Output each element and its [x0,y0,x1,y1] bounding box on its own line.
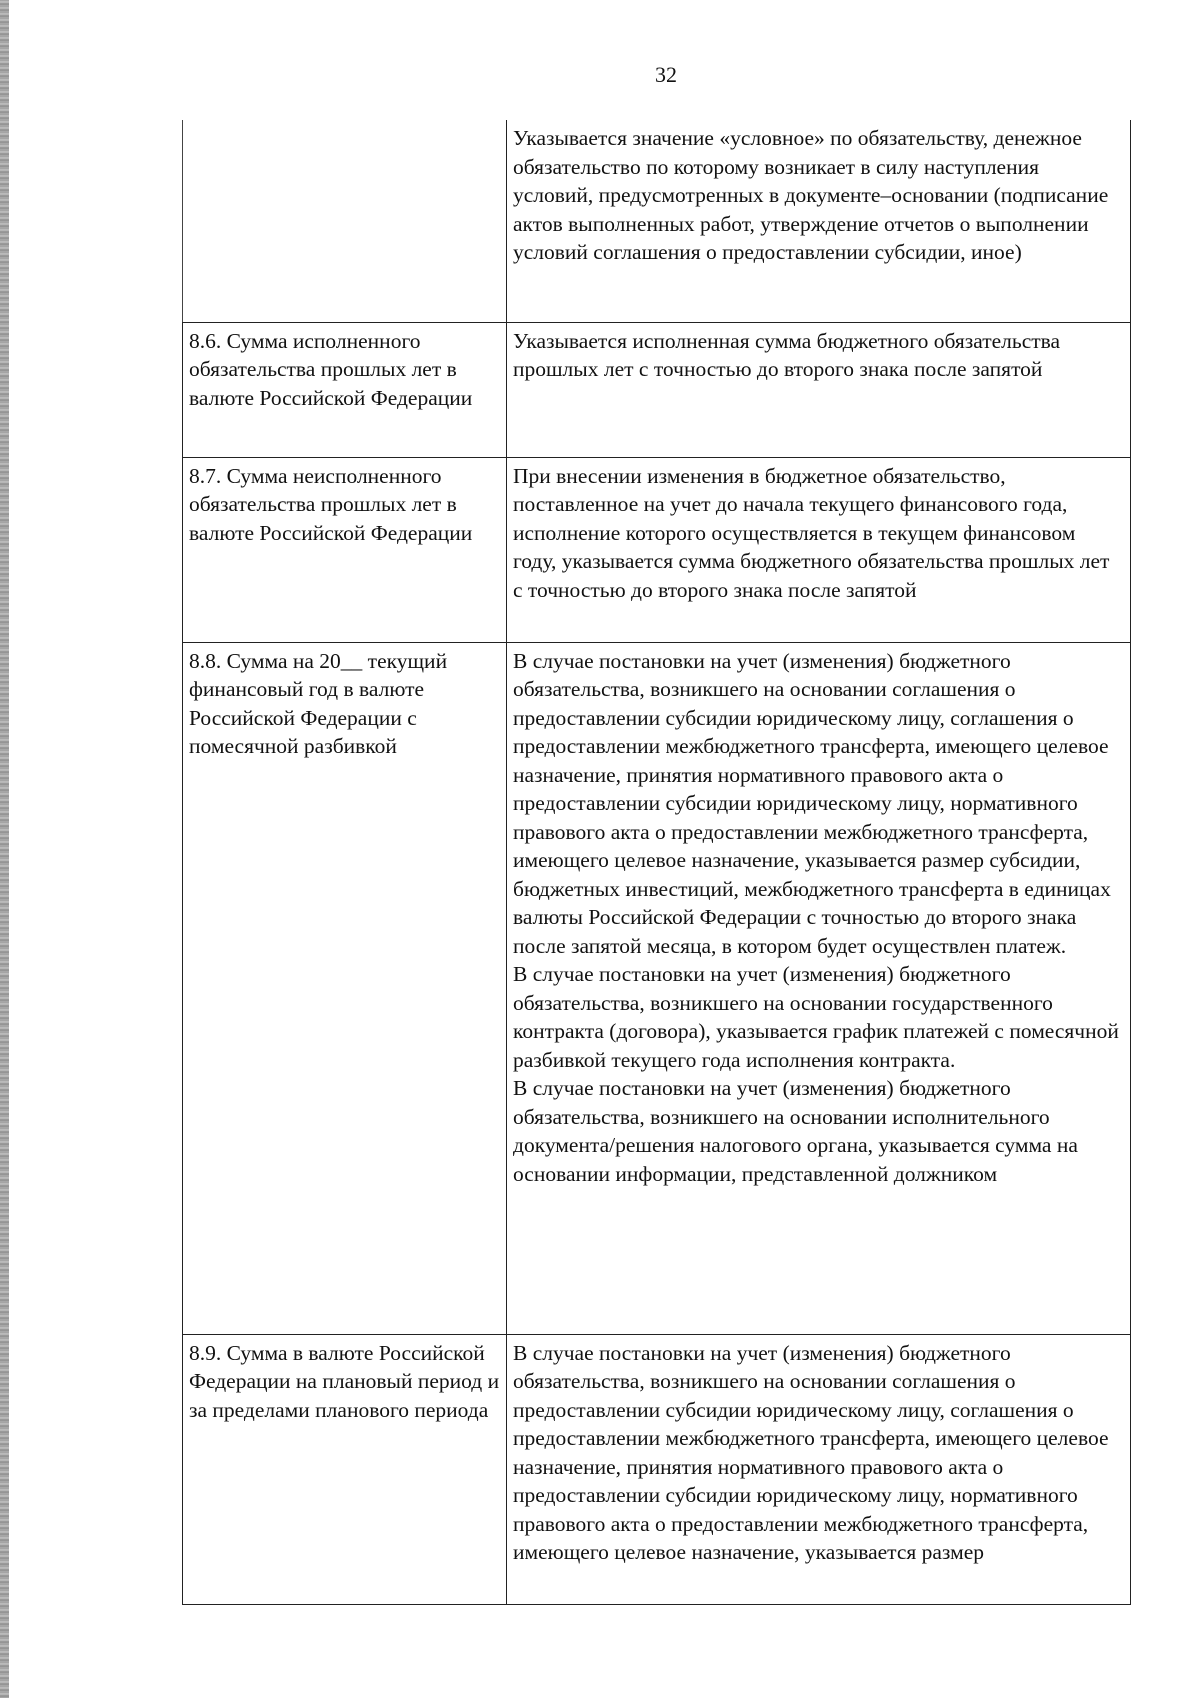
field-cell [183,120,507,322]
field-cell: 8.7. Сумма неисполненного обязательства прошлых лет в валюте Российской Федерации [183,457,507,642]
description-cell [507,642,1131,1334]
table-row [183,457,1131,642]
field-cell: 8.9. Сумма в валюте Российской Федерации на плановый период и за пределами планового периода [183,1334,507,1604]
description-paragraph: Указывается исполненная сумма бюджетного обязательства прошлых лет с точностью до второго знака после запятой [513,328,1061,381]
description-paragraph: В случае постановки на учет (изменения) бюджетного обязательства, возникшего на основании исполнительного документа/решения налогового органа, указывается сумма на основании информации, представленной должником [513,1076,1078,1186]
scan-edge [0,0,9,1698]
description-cell [507,457,1131,642]
field-cell: 8.8. Сумма на 20__ текущий финансовый год в валюте Российской Федерации с помесячной разбивкой [183,642,507,1334]
table-row [183,120,1131,322]
description-paragraph: В случае постановки на учет (изменения) бюджетного обязательства, возникшего на основании соглашения о предоставлении субсидии юридическому лицу, соглашения о предоставлении межбюджетного трансферта, имеющего целевое назначение, принятия нормативного правового акта о предоставлении субсидии юридическому лицу, нормативного правового акта о предоставлении межбюджетного трансферта, имеющего целевое назначение, указывается размер [513,1340,1109,1564]
description-paragraph: В случае постановки на учет (изменения) бюджетного обязательства, возникшего на основании государственного контракта (договора), указывается график платежей с помесячной разбивкой текущего года исполнения контракта. [513,962,1119,1072]
requirements-table [182,120,1131,1605]
description-paragraph: В случае постановки на учет (изменения) бюджетного обязательства, возникшего на основании соглашения о предоставлении субсидии юридическому лицу, соглашения о предоставлении межбюджетного трансферта, имеющего целевое назначение, принятия нормативного правового акта о предоставлении субсидии юридическому лицу, нормативного правового акта о предоставлении межбюджетного трансферта, имеющего целевое назначение, указывается размер субсидии, бюджетных инвестиций, межбюджетного трансферта в единицах валюты Российской Федерации с точностью до второго знака после запятой месяца, в котором будет осуществлен платеж. [513,648,1111,958]
table-row [183,642,1131,1334]
description-paragraph: Указывается значение «условное» по обязательству, денежное обязательство по которому возникает в силу наступления условий, предусмотренных в документе–основании (подписание актов выполненных работ, утверждение отчетов о выполнении условий соглашения о предоставлении субсидии, иное) [513,126,1109,264]
table-row [183,322,1131,457]
field-cell: 8.6. Сумма исполненного обязательства прошлых лет в валюте Российской Федерации [183,322,507,457]
description-cell [507,120,1131,322]
description-cell [507,322,1131,457]
description-paragraph: При внесении изменения в бюджетное обязательство, поставленное на учет до начала текущего финансового года, исполнение которого осуществляется в текущем финансовом году, указывается сумма бюджетного обязательства прошлых лет с точностью до второго знака после запятой [513,463,1110,602]
table-row [183,1334,1131,1604]
page-number: 32 [655,62,677,87]
description-cell [507,1334,1131,1604]
